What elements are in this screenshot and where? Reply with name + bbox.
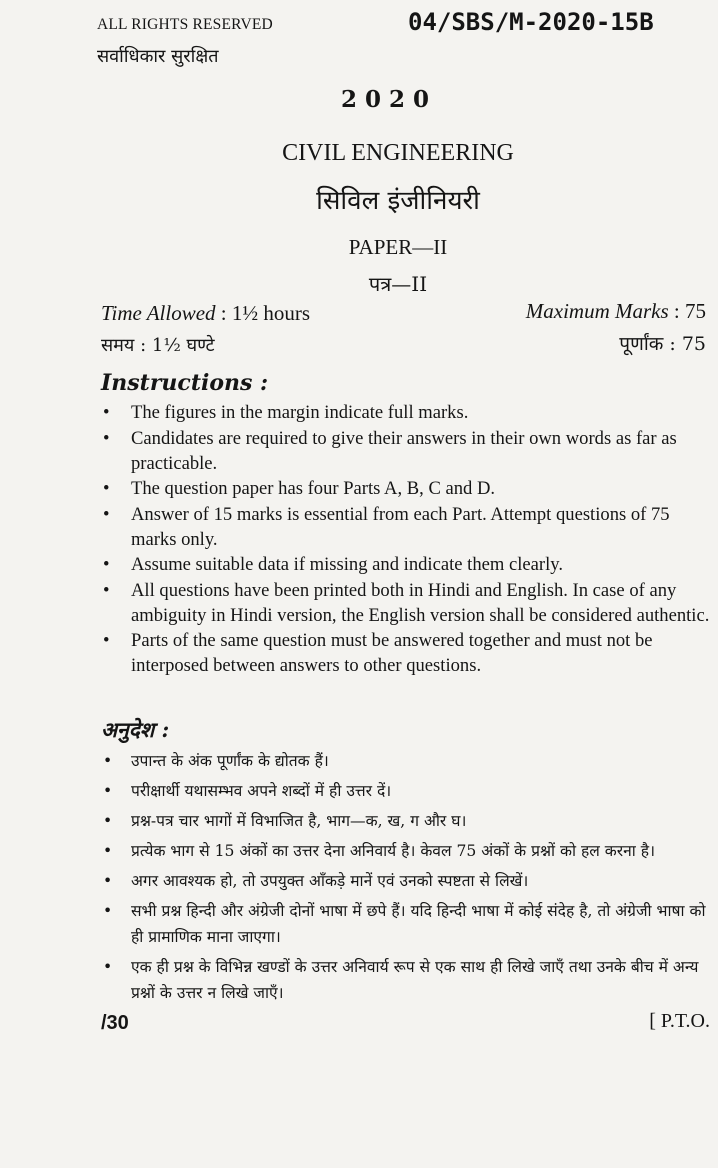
instruction-item-hi: • उपान्त के अंक पूर्णांक के द्योतक हैं। [101, 748, 713, 774]
instruction-item-hi: • अगर आवश्यक हो, तो उपयुक्त आँकड़े मानें एवं उनको स्पष्टता से लिखें। [101, 868, 713, 894]
instruction-item-hi: • एक ही प्रश्न के विभिन्न खण्डों के उत्तर अनिवार्य रूप से एक साथ ही लिखे जाएँ तथा उनके बीच में अन्य प्रश्नों के उत्तर न लिखे जाएँ। [101, 954, 713, 1006]
instruction-item-hi: • प्रत्येक भाग से 15 अंकों का उत्तर देना अनिवार्य है। केवल 75 अंकों के प्रश्नों को हल करना है। [101, 838, 713, 864]
rights-reserved-en: ALL RIGHTS RESERVED [97, 16, 273, 33]
paper-number-en: PAPER—II [348, 235, 448, 259]
instruction-item: • The question paper has four Parts A, B, C and D. [101, 476, 713, 501]
maximum-marks [526, 299, 706, 324]
instruction-item: • The figures in the margin indicate full marks. [101, 400, 713, 425]
subject-title-hi: सिविल इंजीनियरी [316, 186, 480, 216]
page-count: /30 [101, 1012, 129, 1034]
paper-code: 04/SBS/M-2020-15B [408, 8, 654, 36]
instruction-item: • All questions have been printed both in Hindi and English. In case of any ambiguity in Hindi version, the English version shall be considered authentic. [101, 578, 713, 628]
maximum-marks-hi: पूर्णांक : 75 [619, 333, 706, 355]
instructions-heading-en: Instructions : [101, 370, 269, 396]
please-turn-over: [ P.T.O. [649, 1010, 710, 1032]
instructions-heading-hi: अनुदेश : [101, 717, 170, 742]
instruction-item-hi: • परीक्षार्थी यथासम्भव अपने शब्दों में ही उत्तर दें। [101, 778, 713, 804]
paper-number-hi: पत्र—II [368, 272, 428, 296]
marks-label: Maximum Marks [525, 299, 669, 323]
instructions-list-en [101, 400, 713, 679]
instruction-item: • Parts of the same question must be answered together and must not be interposed between answers to other questions. [101, 628, 713, 678]
instruction-item: • Assume suitable data if missing and indicate them clearly. [101, 552, 713, 577]
marks-value: : 75 [668, 299, 706, 323]
time-allowed-hi: समय : 1½ घण्टे [101, 335, 215, 356]
exam-year: 2020 [340, 86, 437, 113]
time-value: : 1½ hours [215, 301, 311, 325]
rights-reserved-hi: सर्वाधिकार सुरक्षित [97, 46, 219, 67]
instructions-list-hi [101, 748, 713, 1010]
subject-title-en: CIVIL ENGINEERING [282, 140, 514, 166]
instruction-item: • Answer of 15 marks is essential from each Part. Attempt questions of 75 marks only. [101, 502, 713, 552]
time-label: Time Allowed [101, 301, 216, 325]
time-allowed [101, 301, 310, 326]
instruction-item-hi: • सभी प्रश्न हिन्दी और अंग्रेजी दोनों भाषा में छपे हैं। यदि हिन्दी भाषा में कोई संदेह है, तो अंग्रेजी भाषा को ही प्रामाणिक माना जाएगा। [101, 898, 713, 950]
instruction-item-hi: • प्रश्न-पत्र चार भागों में विभाजित है, भाग—क, ख, ग और घ। [101, 808, 713, 834]
instruction-item: • Candidates are required to give their answers in their own words as far as practicable. [101, 426, 713, 476]
